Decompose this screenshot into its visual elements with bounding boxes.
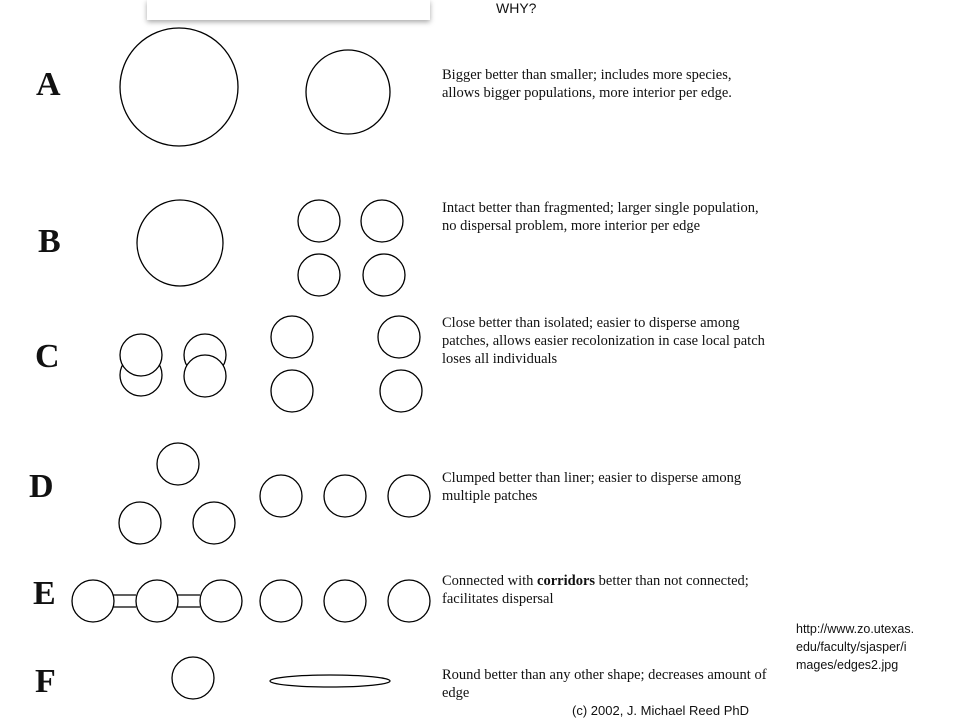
description-e-part2: better than not connected; facilitates dispersal [442,573,749,607]
letter-b: B [38,223,61,260]
c-close-patch-circle [184,355,226,397]
d-clumped-patch-circle [193,502,235,544]
b-intact-reserve-circle [137,200,223,286]
c-isolated-patch-circle [271,316,313,358]
d-linear-patch-circle [388,475,430,517]
e-unconnected-patch-circle [324,580,366,622]
d-linear-patch-circle [324,475,366,517]
e-unconnected-patch-circle [388,580,430,622]
d-linear-patch-circle [260,475,302,517]
c-isolated-patch-circle [378,316,420,358]
description-e-part1: Connected with [442,573,538,589]
e-connected-patch-circle [136,580,178,622]
letter-c: C [35,338,60,375]
f-round-reserve-circle [172,657,214,699]
why-heading: WHY? [496,0,537,16]
corridors-keyword: corridors [537,573,596,589]
c-close-patch-circle [120,334,162,376]
letter-a: A [36,66,61,103]
f-elongated-reserve-ellipse [270,675,390,687]
description-c: Close better than isolated; easier to disperse among patches, allows easier recolonization in case local patch loses all individuals [442,315,765,367]
b-fragment-circle [298,200,340,242]
d-clumped-patch-circle [119,502,161,544]
b-fragment-circle [363,254,405,296]
description-d: Clumped better than liner; easier to disperse among multiple patches [442,470,742,504]
c-isolated-patch-circle [271,370,313,412]
e-connected-patch-circle [72,580,114,622]
description-b: Intact better than fragmented; larger single population, no dispersal problem, more interior per edge [442,200,759,234]
a-large-reserve-circle [120,28,238,146]
letter-d: D [29,468,54,505]
d-clumped-patch-circle [157,443,199,485]
b-fragment-circle [298,254,340,296]
source-url: http://www.zo.utexas.edu/faculty/sjasper/images/edges2.jpg [796,622,915,672]
letter-f: F [35,663,56,700]
copyright-credit: (c) 2002, J. Michael Reed PhD [572,703,750,718]
e-unconnected-patch-circle [260,580,302,622]
description-a: Bigger better than smaller; includes more species, allows bigger populations, more interior per edge. [442,67,732,101]
b-fragment-circle [361,200,403,242]
letter-e: E [33,575,56,612]
e-connected-patch-circle [200,580,242,622]
c-isolated-patch-circle [380,370,422,412]
description-f: Round better than any other shape; decreases amount of edge [442,667,767,701]
a-small-reserve-circle [306,50,390,134]
